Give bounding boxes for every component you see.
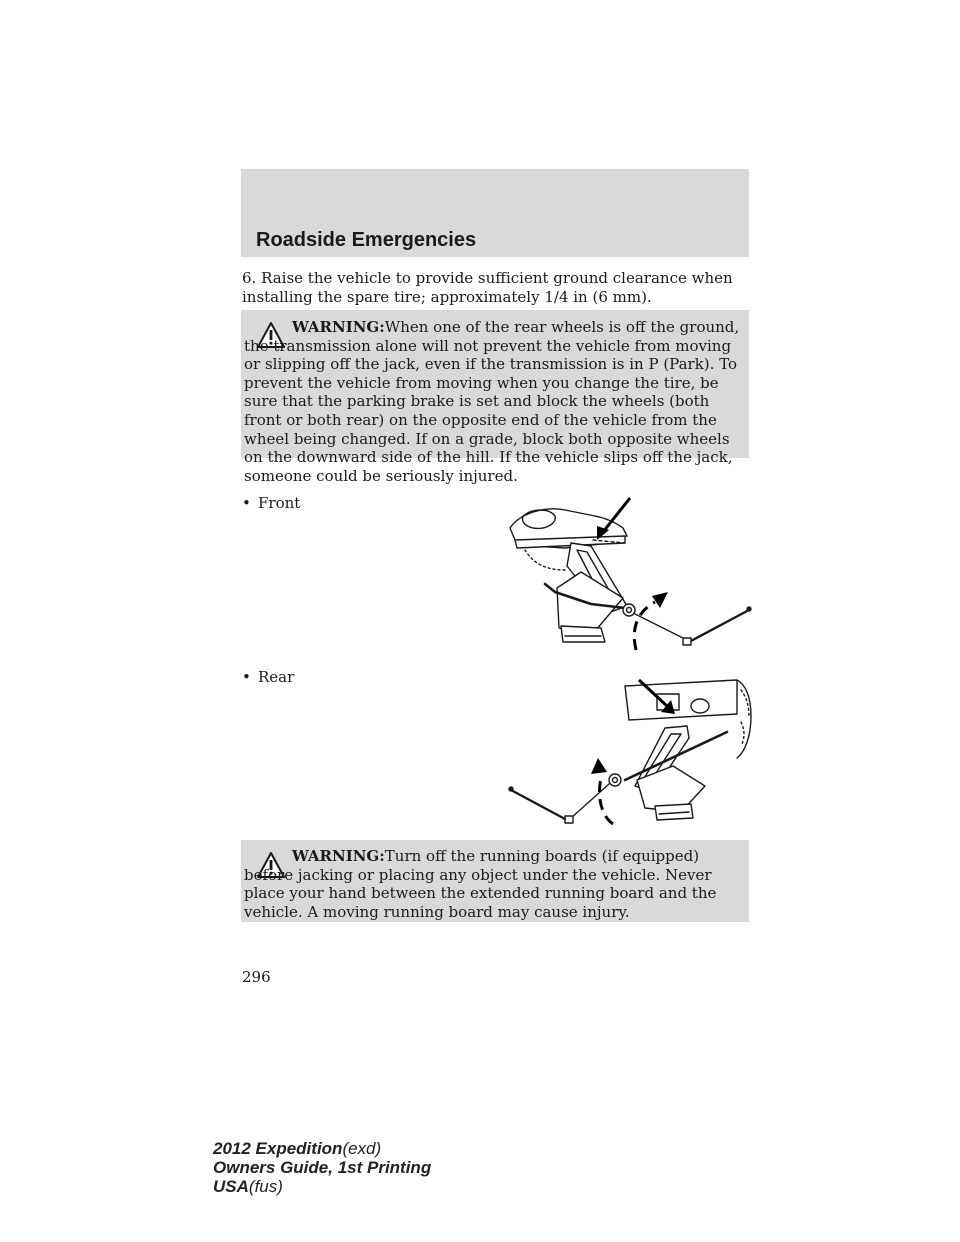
bullet-rear-label: Rear bbox=[258, 668, 295, 686]
footer-region: USA bbox=[213, 1177, 249, 1196]
section-title: Roadside Emergencies bbox=[256, 229, 477, 251]
warning-body: Turn off the running boards (if equipped) before jacking or placing any object under the vehicle. Never place your hand between the extended running board and the vehicle. A moving running board may cause injury. bbox=[244, 847, 717, 921]
warning-label: WARNING: bbox=[292, 847, 385, 865]
warning-box-jack bbox=[241, 310, 749, 485]
bullet-rear bbox=[242, 668, 294, 686]
bullet-front bbox=[242, 494, 300, 512]
footer-model-code: (exd) bbox=[342, 1139, 382, 1158]
rear-jack-illustration bbox=[505, 676, 755, 828]
warning-text-jack bbox=[244, 318, 744, 485]
warning-label: WARNING: bbox=[292, 318, 385, 336]
footer-region-code: (fus) bbox=[248, 1177, 283, 1196]
footer-guide: Owners Guide, 1st Printing bbox=[213, 1158, 432, 1177]
warning-body: When one of the rear wheels is off the ground, the transmission alone will not prevent the vehicle from moving or slipping off the jack, even if the transmission is in P (Park). To prevent the vehicle from moving when you change the tire, be sure that the parking brake is set and block the wheels (both front or both rear) on the opposite end of the vehicle from the wheel being changed. If on a grade, block both opposite wheels on the downward side of the hill. If the vehicle slips off the jack, someone could be seriously injured. bbox=[244, 318, 740, 485]
page-number: 296 bbox=[242, 968, 271, 986]
front-jack-illustration bbox=[505, 488, 755, 653]
footer-model: 2012 Expedition bbox=[213, 1139, 343, 1158]
warning-box-running-boards bbox=[241, 840, 749, 922]
step-6-paragraph bbox=[242, 269, 747, 307]
bullet-front-label: Front bbox=[258, 494, 301, 512]
warning-text-running-boards bbox=[244, 847, 744, 921]
step-6-line-1: 6. Raise the vehicle to provide sufficient ground clearance when bbox=[242, 269, 733, 287]
step-6-line-2: installing the spare tire; approximately 1/4 in (6 mm). bbox=[242, 288, 652, 306]
print-footer bbox=[213, 1139, 431, 1196]
bullet-dot: • bbox=[242, 668, 251, 686]
bullet-dot: • bbox=[242, 494, 251, 512]
